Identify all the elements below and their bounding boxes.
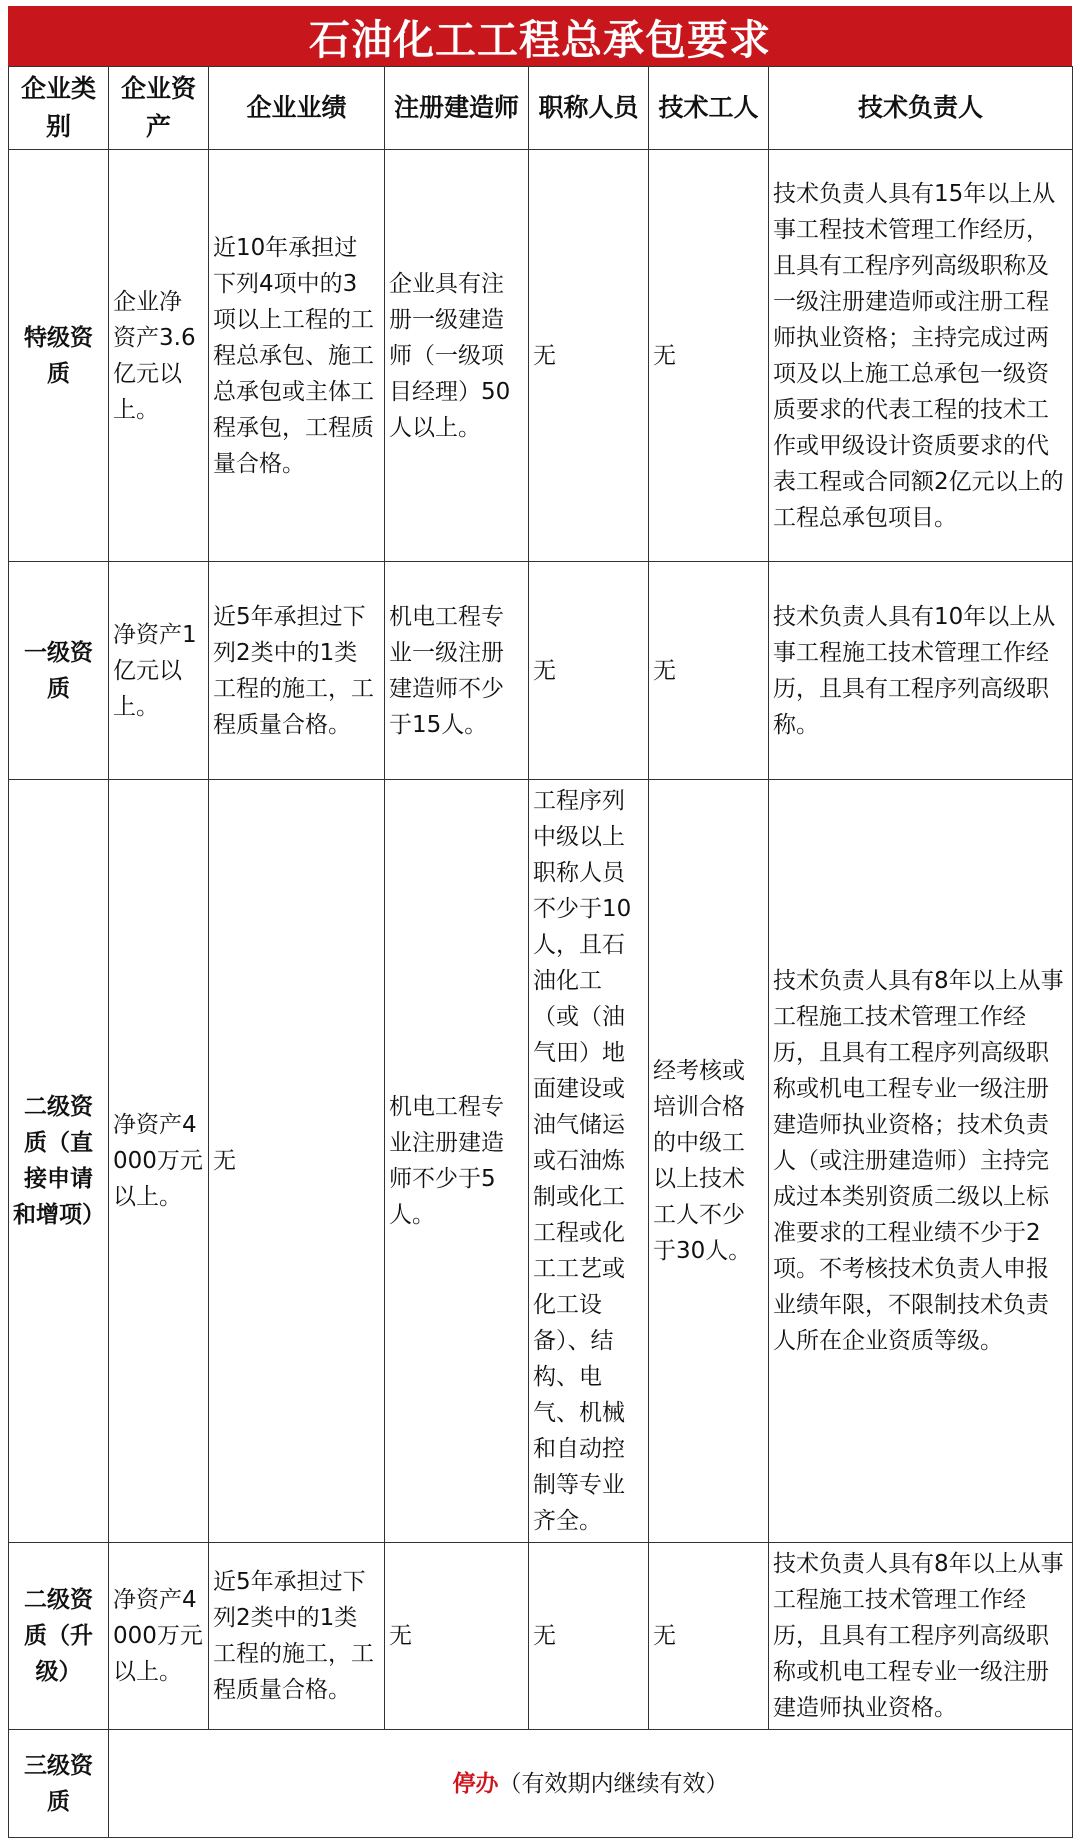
header-category: 企业类别 (9, 67, 109, 150)
row-performance: 近5年承担过下列2类中的1类工程的施工，工程质量合格。 (209, 1543, 385, 1730)
row-assets: 净资产4000万元以上。 (109, 780, 209, 1543)
row-builders: 机电工程专业一级注册建造师不少于15人。 (385, 562, 529, 780)
discontinued-cell (109, 1730, 1073, 1838)
header-row (9, 67, 1073, 150)
row-builders: 企业具有注册一级建造师（一级项目经理）50人以上。 (385, 150, 529, 562)
header-tech-lead: 技术负责人 (769, 67, 1073, 150)
table-row (9, 780, 1073, 1543)
row-workers: 无 (649, 562, 769, 780)
row-category: 二级资质（升级） (9, 1543, 109, 1730)
row-category: 三级资质 (9, 1730, 109, 1838)
row-category: 二级资质（直接申请和增项） (9, 780, 109, 1543)
row-tech-lead: 技术负责人具有8年以上从事工程施工技术管理工作经历，且具有工程序列高级职称或机电工程专业一级注册建造师执业资格。 (769, 1543, 1073, 1730)
row-builders: 机电工程专业注册建造师不少于5人。 (385, 780, 529, 1543)
row-builders: 无 (385, 1543, 529, 1730)
table-row (9, 1543, 1073, 1730)
header-workers: 技术工人 (649, 67, 769, 150)
page (8, 0, 1072, 1838)
row-assets: 净资产1亿元以上。 (109, 562, 209, 780)
table-row (9, 1730, 1073, 1838)
row-workers: 无 (649, 1543, 769, 1730)
header-assets: 企业资产 (109, 67, 209, 150)
row-category: 一级资质 (9, 562, 109, 780)
table-row (9, 150, 1073, 562)
discontinued-status: 停办 (452, 1770, 499, 1797)
row-workers: 经考核或培训合格的中级工以上技术工人不少于30人。 (649, 780, 769, 1543)
row-tech-lead: 技术负责人具有8年以上从事工程施工技术管理工作经历，且具有工程序列高级职称或机电工程专业一级注册建造师执业资格；技术负责人（或注册建造师）主持完成过本类别资质二级以上标准要求的工程业绩不少于2项。不考核技术负责人申报业绩年限，不限制技术负责人所在企业资质等级。 (769, 780, 1073, 1543)
row-tech-lead: 技术负责人具有10年以上从事工程施工技术管理工作经历，且具有工程序列高级职称。 (769, 562, 1073, 780)
table-row (9, 562, 1073, 780)
row-titled-staff: 无 (529, 562, 649, 780)
row-assets: 净资产4000万元以上。 (109, 1543, 209, 1730)
row-titled-staff: 无 (529, 150, 649, 562)
row-titled-staff: 无 (529, 1543, 649, 1730)
row-performance: 无 (209, 780, 385, 1543)
requirements-table (8, 66, 1073, 1838)
row-category: 特级资质 (9, 150, 109, 562)
row-performance: 近5年承担过下列2类中的1类工程的施工，工程质量合格。 (209, 562, 385, 780)
row-assets: 企业净资产3.6亿元以上。 (109, 150, 209, 562)
discontinued-note: （有效期内继续有效） (498, 1770, 729, 1797)
row-tech-lead: 技术负责人具有15年以上从事工程技术管理工作经历，且具有工程序列高级职称及一级注册建造师或注册工程师执业资格；主持完成过两项及以上施工总承包一级资质要求的代表工程的技术工作或甲级设计资质要求的代表工程或合同额2亿元以上的工程总承包项目。 (769, 150, 1073, 562)
row-titled-staff: 工程序列中级以上职称人员不少于10人，且石油化工（或（油气田）地面建设或油气储运或石油炼制或化工工程或化工工艺或化工设备）、结构、电气、机械和自动控制等专业齐全。 (529, 780, 649, 1543)
row-workers: 无 (649, 150, 769, 562)
page-title: 石油化工工程总承包要求 (8, 6, 1072, 66)
header-titled-staff: 职称人员 (529, 67, 649, 150)
header-builders: 注册建造师 (385, 67, 529, 150)
header-performance: 企业业绩 (209, 67, 385, 150)
row-performance: 近10年承担过下列4项中的3项以上工程的工程总承包、施工总承包或主体工程承包，工程质量合格。 (209, 150, 385, 562)
